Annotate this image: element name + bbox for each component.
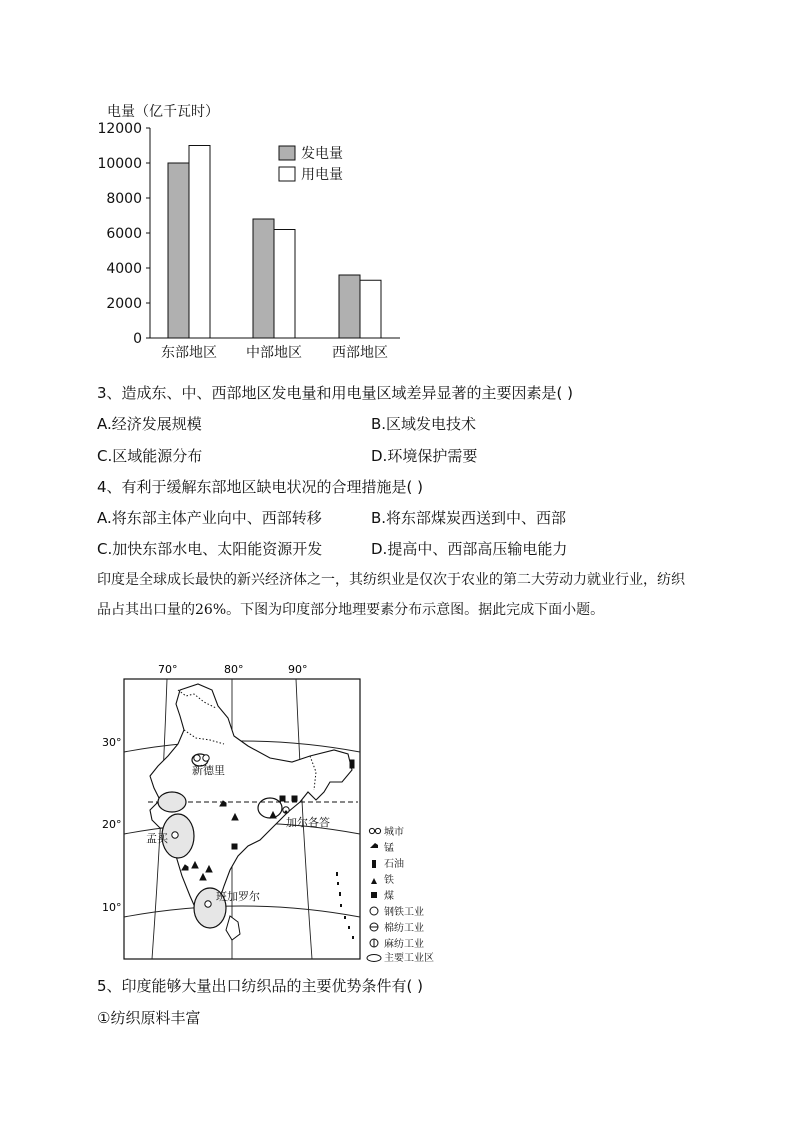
lon-label-70: 70° bbox=[158, 663, 178, 676]
q4-option-b: B.将东部煤炭西送到中、西部 bbox=[371, 509, 567, 527]
city-label-kolkata: 加尔各答 bbox=[286, 816, 330, 829]
lat-label-20: 20° bbox=[102, 818, 122, 831]
legend-label-generation: 发电量 bbox=[301, 146, 343, 162]
bar-generation-0 bbox=[168, 163, 189, 338]
india-intro-paragraph: 印度是全球成长最快的新兴经济体之一，其纺织业是仅次于农业的第二大劳动力就业行业，纺织品占其出口量的26%。下图为印度部分地理要素分布示意图。据此完成下面小题。 bbox=[97, 572, 685, 618]
legend-industrial-zone: 主要工业区 bbox=[384, 953, 434, 964]
lat-label-30: 30° bbox=[102, 736, 122, 749]
legend-oil: 石油 bbox=[384, 859, 404, 870]
lon-label-90: 90° bbox=[288, 663, 308, 676]
bar-consumption-2 bbox=[360, 280, 381, 338]
q5-option-1: ①纺织原料丰富 bbox=[97, 1009, 201, 1027]
legend-cotton: 棉纺工业 bbox=[384, 923, 424, 934]
chart-ylabel: 电量（亿千瓦时） bbox=[107, 104, 219, 120]
x-category-label: 中部地区 bbox=[246, 345, 302, 361]
legend-manganese: 锰 bbox=[384, 843, 394, 854]
y-tick-label: 4000 bbox=[106, 261, 142, 277]
q4-option-d: D.提高中、西部高压输电能力 bbox=[371, 540, 568, 558]
legend-steel: 钢铁工业 bbox=[384, 907, 424, 918]
legend-label-consumption: 用电量 bbox=[301, 167, 343, 183]
legend-coal: 煤 bbox=[384, 891, 394, 902]
y-tick-label: 0 bbox=[133, 331, 142, 347]
city-label-bangalore: 班加罗尔 bbox=[216, 890, 260, 903]
india-map bbox=[102, 660, 440, 964]
legend-city: 城市 bbox=[384, 827, 404, 838]
y-tick-label: 6000 bbox=[106, 226, 142, 242]
q3-option-c: C.区域能源分布 bbox=[97, 447, 203, 465]
city-label-mumbai: 孟买 bbox=[146, 832, 168, 845]
legend-jute: 麻纺工业 bbox=[384, 939, 424, 950]
q5-stem: 5、印度能够大量出口纺织品的主要优势条件有( ) bbox=[97, 977, 424, 995]
y-tick-label: 8000 bbox=[106, 191, 142, 207]
legend-swatch-consumption bbox=[279, 167, 295, 181]
q4-stem: 4、有利于缓解东部地区缺电状况的合理措施是( ) bbox=[97, 478, 424, 496]
q3-stem: 3、造成东、中、西部地区发电量和用电量区域差异显著的主要因素是( ) bbox=[97, 384, 574, 402]
q4-option-c: C.加快东部水电、太阳能资源开发 bbox=[97, 540, 323, 558]
x-category-label: 东部地区 bbox=[161, 345, 217, 361]
y-tick-label: 2000 bbox=[106, 296, 142, 312]
city-label-delhi: 新德里 bbox=[192, 764, 225, 777]
power-bar-chart bbox=[95, 95, 405, 370]
map-legend bbox=[367, 825, 434, 964]
q4-option-a: A.将东部主体产业向中、西部转移 bbox=[97, 509, 322, 527]
lat-label-10: 10° bbox=[102, 901, 122, 914]
bar-generation-2 bbox=[339, 275, 360, 338]
bar-consumption-1 bbox=[274, 230, 295, 339]
q3-option-b: B.区域发电技术 bbox=[371, 415, 477, 433]
legend-swatch-generation bbox=[279, 146, 295, 160]
y-tick-label: 10000 bbox=[97, 156, 142, 172]
legend-iron: 铁 bbox=[384, 875, 394, 886]
lon-label-80: 80° bbox=[224, 663, 244, 676]
y-tick-label: 12000 bbox=[97, 121, 142, 137]
x-category-label: 西部地区 bbox=[332, 345, 388, 361]
q3-option-d: D.环境保护需要 bbox=[371, 447, 478, 465]
bar-consumption-0 bbox=[189, 146, 210, 339]
bar-generation-1 bbox=[253, 219, 274, 338]
q3-option-a: A.经济发展规模 bbox=[97, 415, 202, 433]
